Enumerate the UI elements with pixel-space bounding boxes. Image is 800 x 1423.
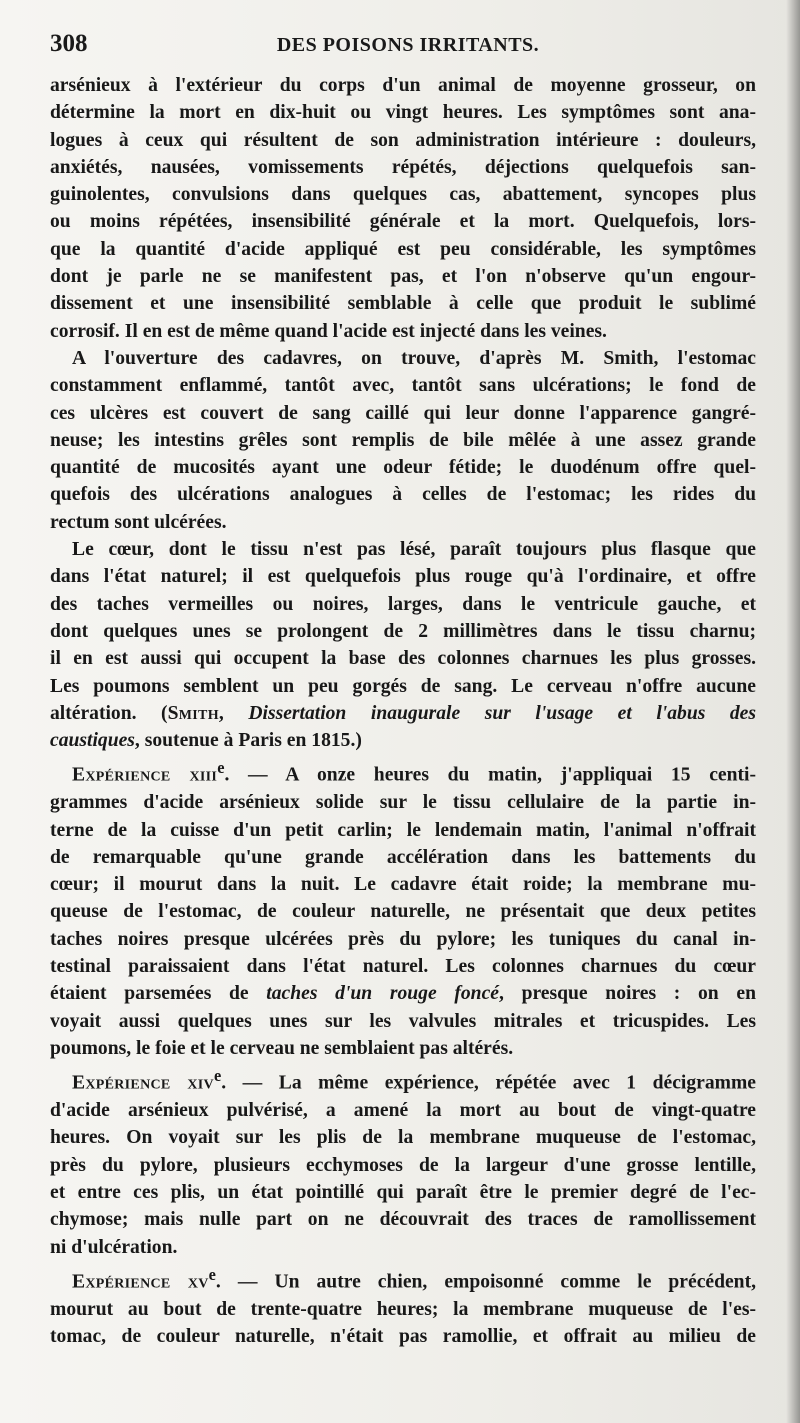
- text-line: A l'ouverture des cadavres, on trouve, d'après M. Smith, l'estomac: [72, 347, 756, 369]
- text-line: Les poumons semblent un peu gorgés de sang. Le cerveau n'offre aucune: [50, 675, 756, 697]
- text-line: ni d'ulcération.: [50, 1236, 178, 1258]
- experiment-label: Expérience xiv: [72, 1072, 214, 1094]
- superscript: e: [213, 1066, 222, 1086]
- text-line: dont je parle ne se manifestent pas, et l'on n'observe qu'un engour-: [50, 266, 756, 288]
- superscript: e: [208, 1264, 216, 1284]
- text-line: cœur; il mourut dans la nuit. Le cadavre était roide; la membrane mu-: [50, 874, 756, 896]
- citation-prefix: altération. (: [50, 702, 168, 724]
- text-line: de remarquable qu'une grande accélération dans les battements du: [50, 846, 756, 868]
- text-line: d'acide arsénieux pulvérisé, a amené la mort au bout de vingt-quatre: [50, 1100, 756, 1122]
- experiment-15-heading: [50, 1261, 756, 1296]
- text-line: terne de la cuisse d'un petit carlin; le lendemain matin, l'animal n'offrait: [50, 819, 756, 841]
- text-line: queuse de l'estomac, de couleur naturelle, ne présentait que deux petites: [50, 901, 756, 923]
- citation-line-2: [50, 727, 756, 754]
- text-line: corrosif. Il en est de même quand l'acide est injecté dans les veines.: [50, 320, 607, 342]
- text-line: grammes d'acide arsénieux solide sur le tissu cellulaire de la partie in-: [50, 792, 756, 814]
- text-line: taches noires presque ulcérées près du pylore; les tuniques du canal in-: [50, 928, 756, 950]
- experiment-14-heading: [50, 1062, 756, 1097]
- text-line: quefois des ulcérations analogues à celles de l'estomac; les rides du: [50, 484, 756, 506]
- text-line: . — A onze heures du matin, j'appliquai 15 centi-: [224, 764, 756, 786]
- text-fragment: , presque noires : on en: [498, 983, 756, 1005]
- citation-line: [50, 700, 756, 727]
- text-fragment: étaient parsemées de: [50, 983, 267, 1005]
- experiment-label: Expérience xiii: [72, 764, 218, 786]
- text-line: arsénieux à l'extérieur du corps d'un animal de moyenne grosseur, on: [50, 75, 756, 96]
- text-line: quantité de mucosités ayant une odeur fétide; le duodénum offre quel-: [50, 457, 756, 479]
- italic-phrase: taches d'un rouge foncé: [266, 983, 499, 1005]
- text-line: neuse; les intestins grêles sont remplis de bile mêlée à une assez grande: [50, 429, 756, 451]
- text-line: guinolentes, convulsions dans quelques cas, abattement, syncopes plus: [50, 184, 756, 206]
- text-line: ou moins répétées, insensibilité générale et la mort. Quelquefois, lors-: [50, 211, 756, 233]
- text-line: . — Un autre chien, empoisonné comme le précédent,: [215, 1271, 756, 1293]
- page-header: [50, 30, 756, 70]
- text-line: et entre ces plis, un état pointillé qui paraît être le premier degré de l'ec-: [50, 1181, 756, 1203]
- text-line: dont quelques unes se prolongent de 2 millimètres dans le tissu charnu;: [50, 620, 756, 642]
- text-line: Le cœur, dont le tissu n'est pas lésé, paraît toujours plus flasque que: [72, 539, 756, 561]
- body-text: [50, 72, 756, 1350]
- text-line: que la quantité d'acide appliqué est peu considérable, les symptômes: [50, 238, 756, 260]
- text-line: [50, 980, 756, 1007]
- text-line: chymose; mais nulle part on ne découvrait des traces de ramollissement: [50, 1209, 756, 1231]
- text-line: heures. On voyait sur les plis de la membrane muqueuse de l'estomac,: [50, 1127, 756, 1149]
- running-title: DES POISONS IRRITANTS.: [276, 34, 540, 56]
- page-number: 308: [50, 30, 88, 57]
- text-line: anxiétés, nausées, vomissements répétés, déjections quelquefois san-: [50, 156, 756, 178]
- text-line: près du pylore, plusieurs ecchymoses de la largeur d'une grosse lentille,: [50, 1154, 756, 1176]
- citation-separator: ,: [218, 702, 249, 724]
- experiment-13-heading: [50, 754, 756, 789]
- text-line: . — La même expérience, répétée avec 1 décigramme: [221, 1072, 756, 1094]
- text-line: détermine la mort en dix-huit ou vingt heures. Les symptômes sont ana-: [50, 102, 756, 124]
- text-line: rectum sont ulcérées.: [50, 511, 227, 533]
- text-line: dans l'état naturel; il est quelquefois plus rouge qu'à l'ordinaire, et offre: [50, 566, 756, 588]
- text-line: dissement et une insensibilité semblable à celle que produit le sublimé: [50, 293, 756, 315]
- text-line: tomac, de couleur naturelle, n'était pas ramollie, et offrait au milieu de: [50, 1325, 756, 1347]
- citation-title: Dissertation inaugurale sur l'usage et l'abus des: [248, 702, 756, 724]
- experiment-label: Expérience xv: [72, 1271, 209, 1293]
- text-line: voyait aussi quelques unes sur les valvules mitrales et tricuspides. Les: [50, 1010, 756, 1032]
- text-line: il en est aussi qui occupent la base des colonnes charnues les plus grosses.: [50, 648, 756, 670]
- superscript: e: [217, 758, 225, 778]
- text-line: logues à ceux qui résultent de son administration intérieure : douleurs,: [50, 129, 756, 151]
- citation-author: Smith: [167, 702, 219, 724]
- text-line: testinal paraissaient dans l'état naturel. Les colonnes charnues du cœur: [50, 956, 756, 978]
- text-line: mourut au bout de trente-quatre heures; la membrane muqueuse de l'es-: [50, 1298, 756, 1320]
- text-line: poumons, le foie et le cerveau ne semblaient pas altérés.: [50, 1037, 514, 1059]
- text-line: ces ulcères est couvert de sang caillé qui leur donne l'apparence gangré-: [50, 402, 756, 424]
- citation-title-end: caustiques: [50, 730, 135, 752]
- text-line: des taches vermeilles ou noires, larges, dans le ventricule gauche, et: [50, 593, 756, 615]
- text-line: constamment enflammé, tantôt avec, tantôt sans ulcérations; le fond de: [50, 375, 756, 397]
- citation-suffix: , soutenue à Paris en 1815.): [134, 730, 362, 752]
